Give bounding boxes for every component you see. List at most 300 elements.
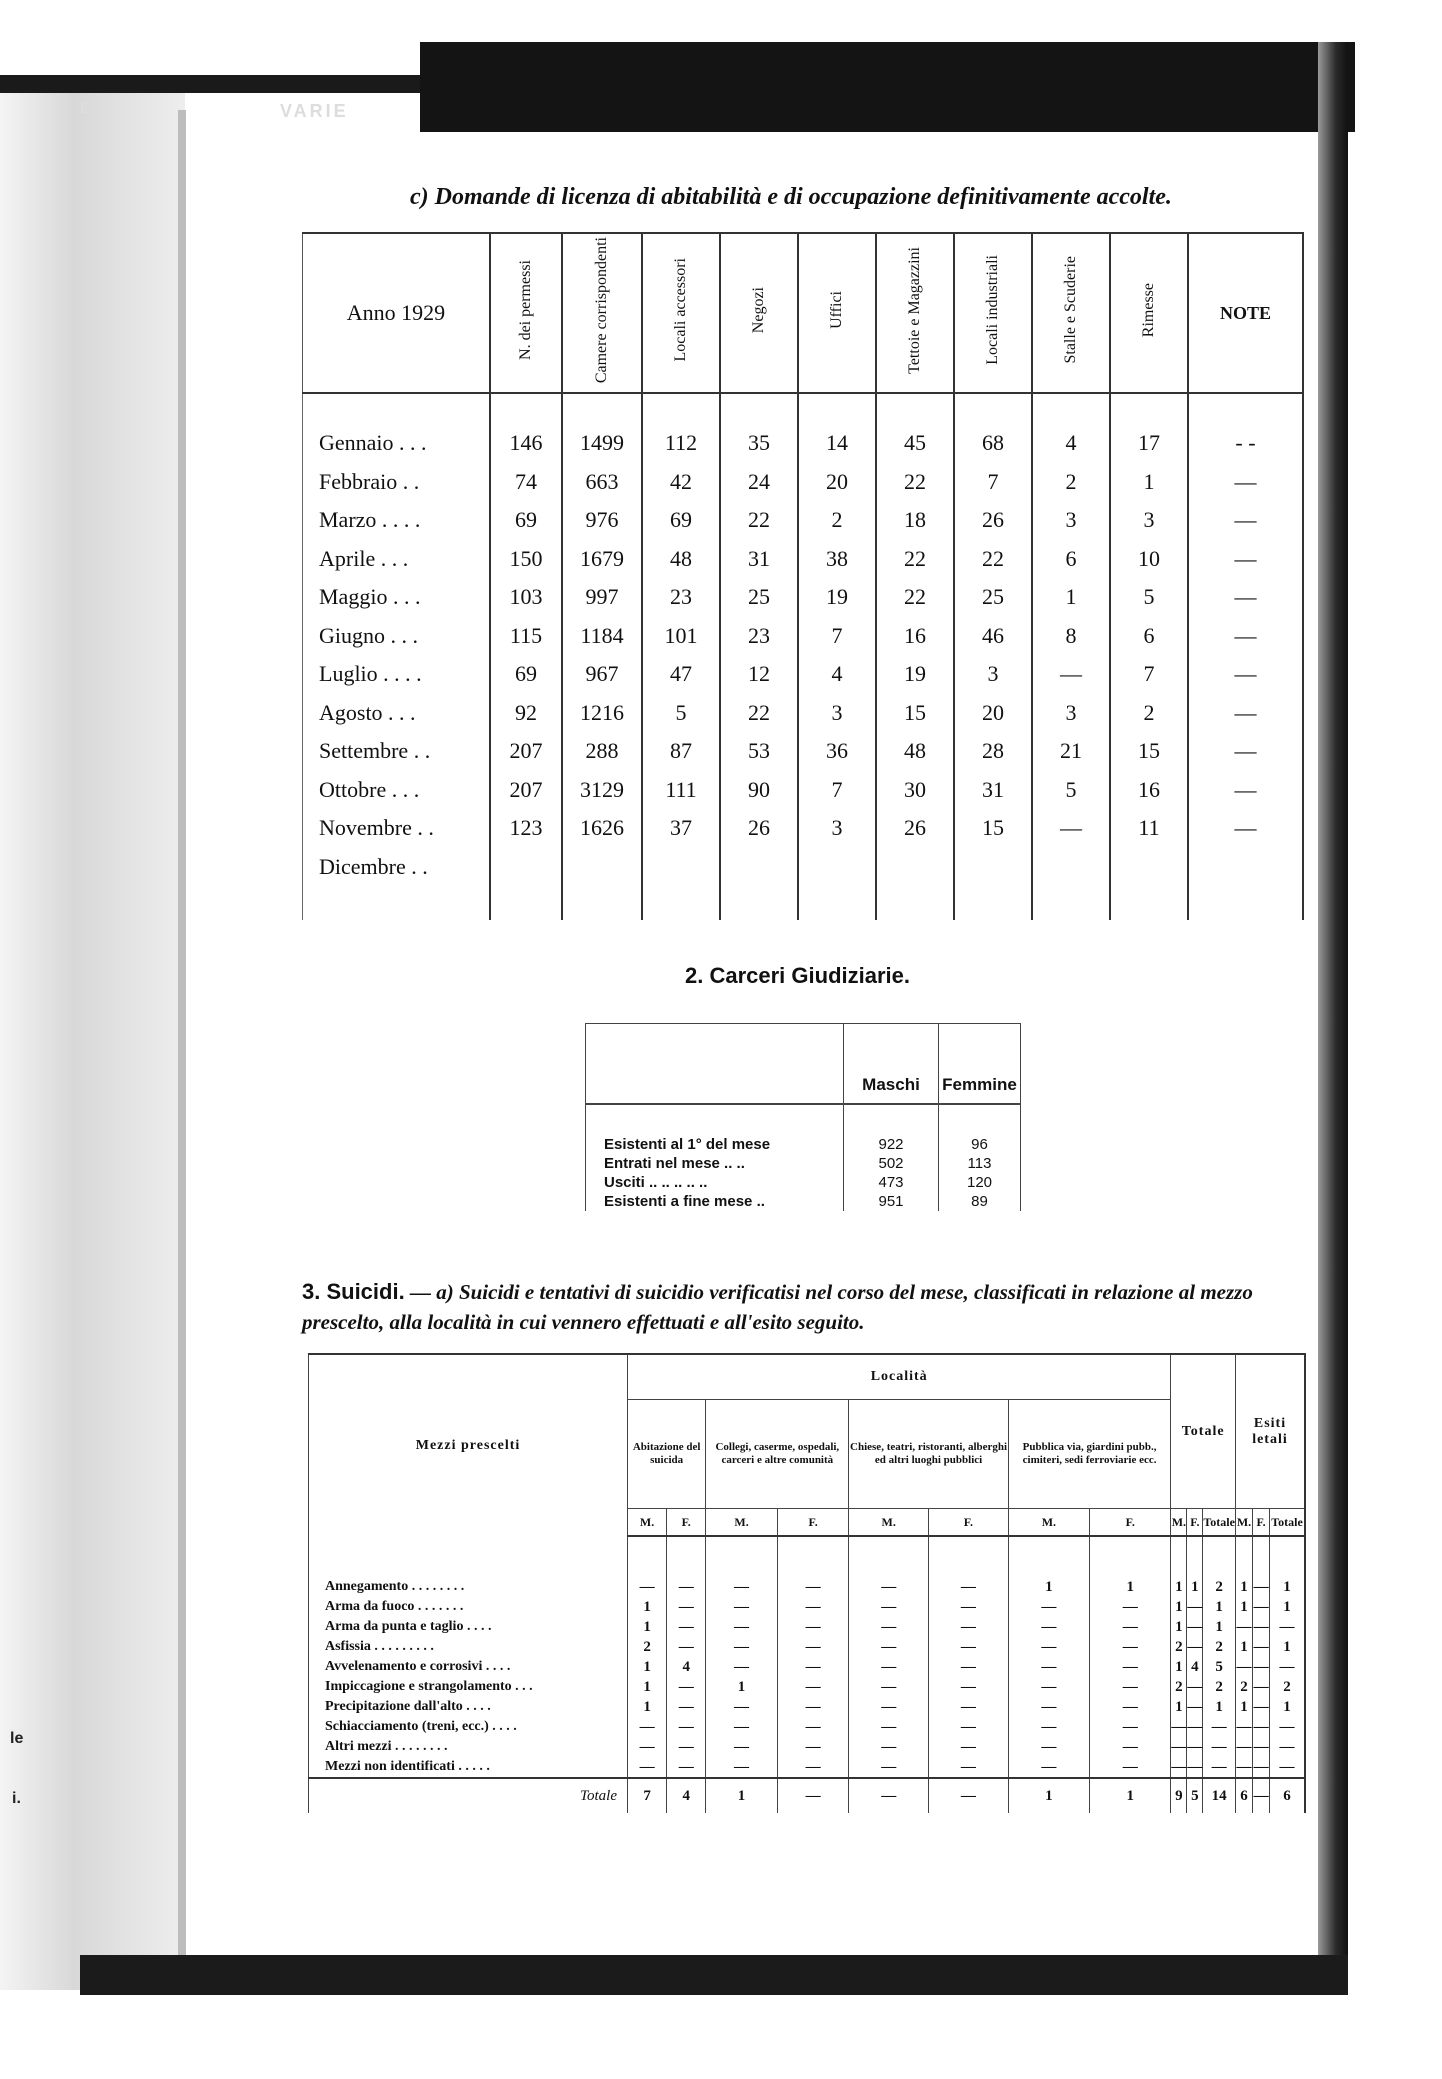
table-cell: — [777,1677,849,1697]
table-cell: 38 [798,540,876,579]
mf-header: F. [777,1509,849,1537]
table-cell: — [849,1737,929,1757]
table-cell: 1 [1090,1577,1171,1597]
table-cell: 36 [798,732,876,771]
table-cell: — [777,1617,849,1637]
table-cell: 663 [562,463,642,502]
table-cell: 23 [642,578,720,617]
table-cell: — [1171,1737,1187,1757]
row-label: Precipitazione dall'alto . . . . [309,1697,628,1717]
col-header-mezzi: Mezzi prescelti [309,1354,628,1536]
table-cell: 2 [1203,1677,1236,1697]
table-cell: 3 [1032,501,1110,540]
mf-header: F. [1253,1509,1270,1537]
table-cell: 22 [876,540,954,579]
table-cell [1188,848,1303,887]
table-cell: — [849,1597,929,1617]
table-cell: — [706,1697,778,1717]
table-cell: 96 [939,1135,1021,1154]
table-cell: 22 [954,540,1032,579]
table-cell: 150 [490,540,562,579]
table-cell: — [849,1637,929,1657]
table-cell: — [1008,1657,1089,1677]
table-cell: 7 [1110,655,1188,694]
table-cell: 19 [876,655,954,694]
table-cell: 15 [876,694,954,733]
table-cell: 2 [1235,1677,1252,1697]
table-cell: 2 [1110,694,1188,733]
table-row [309,1697,1306,1717]
col-header-tettoie: Tettoie e Magazzini [906,246,924,374]
table-cell: 31 [954,771,1032,810]
table-cell: 26 [876,809,954,848]
table-cell: 2 [1270,1677,1305,1697]
table-cell: 1 [628,1617,667,1637]
table-cell: 4 [798,655,876,694]
table-cell: — [706,1657,778,1677]
table-row [309,1737,1306,1757]
table-cell [720,848,798,887]
table-cell: — [1188,463,1303,502]
table-cell: — [667,1717,706,1737]
table-cell: 113 [939,1154,1021,1173]
table-cell: — [1090,1637,1171,1657]
table-cell: — [777,1577,849,1597]
month-label: Maggio . . . [303,578,491,617]
carceri-table [585,1023,1021,1211]
month-label: Luglio . . . . [303,655,491,694]
table-cell: 2 [1032,463,1110,502]
table-cell: 1 [628,1677,667,1697]
table-cell: — [1235,1617,1252,1637]
col-header-locali-accessori: Locali accessori [672,258,690,362]
table-cell: 1 [1235,1577,1252,1597]
table-cell: 26 [954,501,1032,540]
table-cell: 20 [798,463,876,502]
table-cell: 1 [1203,1697,1236,1717]
table-row [303,771,1304,810]
table-cell: — [1187,1737,1203,1757]
table-cell: — [1090,1617,1171,1637]
table-cell: 207 [490,732,562,771]
table-cell: 69 [490,655,562,694]
table-cell: 103 [490,578,562,617]
table-cell: 502 [844,1154,939,1173]
table-cell: — [777,1717,849,1737]
row-label: Usciti .. .. .. .. .. [586,1173,844,1192]
month-label: Marzo . . . . [303,501,491,540]
section-3-paragraph [302,1277,1312,1337]
table-cell: 967 [562,655,642,694]
table-cell: 1 [1032,578,1110,617]
table-row [586,1192,1021,1211]
table-cell: — [1270,1657,1305,1677]
col-header-femmine: Femmine [939,1024,1021,1105]
total-cell: — [777,1778,849,1813]
table-cell: 1 [706,1677,778,1697]
table-cell: — [777,1597,849,1617]
table-cell: — [628,1757,667,1778]
scan-right-band [1318,42,1348,1992]
table-cell: — [1270,1617,1305,1637]
month-label: Febbraio . . [303,463,491,502]
col-header-negozi: Negozi [750,286,768,334]
table-cell: 1 [1171,1697,1187,1717]
table-cell: 112 [642,424,720,463]
table-cell: — [929,1737,1009,1757]
table-cell: — [1203,1717,1236,1737]
table-cell: 19 [798,578,876,617]
table-cell: — [929,1717,1009,1737]
table-cell: — [1188,501,1303,540]
row-label: Arma da punta e taglio . . . . [309,1617,628,1637]
mf-header: Totale [1270,1509,1305,1537]
table-row [303,732,1304,771]
table-cell: — [1008,1617,1089,1637]
total-cell: 1 [1090,1778,1171,1813]
table-cell: 15 [1110,732,1188,771]
row-label: Annegamento . . . . . . . . [309,1577,628,1597]
table-cell: 2 [1203,1637,1236,1657]
table-cell: 207 [490,771,562,810]
table-cell: — [706,1717,778,1737]
table-cell: 48 [642,540,720,579]
scan-left-margin [0,90,185,1990]
table-cell [1110,848,1188,887]
table-cell: 22 [876,463,954,502]
table-cell: 11 [1110,809,1188,848]
table-cell: 26 [720,809,798,848]
table-row [303,617,1304,656]
table-cell: — [1235,1717,1252,1737]
table-cell: — [1188,578,1303,617]
table-cell: — [667,1617,706,1637]
table-cell: 2 [798,501,876,540]
mf-header: Totale [1203,1509,1236,1537]
table-cell: 146 [490,424,562,463]
table-cell: — [1187,1697,1203,1717]
section-3-text: — a) Suicidi e tentativi di suicidio verificatisi nel corso del mese, classificati in relazione al mezzo prescelto, alla località in cui vennero effettuati e all'esito seguito. [302,1280,1253,1334]
month-label: Gennaio . . . [303,424,491,463]
table-cell: 2 [1171,1677,1187,1697]
table-cell: — [706,1617,778,1637]
table-cell: — [929,1637,1009,1657]
table-cell: — [929,1757,1009,1778]
table-cell: 45 [876,424,954,463]
table-cell: 17 [1110,424,1188,463]
table-row [586,1173,1021,1192]
table-cell [798,848,876,887]
table-cell: — [1187,1677,1203,1697]
table-cell: — [929,1697,1009,1717]
col-header-locali-industriali: Locali industriali [984,255,1002,365]
table-cell [876,848,954,887]
table-cell: 1626 [562,809,642,848]
table-cell: — [1008,1697,1089,1717]
mf-header: F. [667,1509,706,1537]
table-cell: — [1188,694,1303,733]
table-cell: — [777,1637,849,1657]
table-cell: — [1253,1657,1270,1677]
table-cell: 3 [798,809,876,848]
table-cell: 1 [628,1597,667,1617]
table-cell: — [667,1597,706,1617]
col-header-maschi: Maschi [844,1024,939,1105]
table-cell: — [1008,1677,1089,1697]
table-cell: — [1235,1657,1252,1677]
table-cell: — [1187,1637,1203,1657]
col-header-totale: Totale [1171,1354,1236,1509]
col-header-collegi: Collegi, caserme, ospedali, carceri e altre comunità [706,1400,849,1509]
table-row [309,1657,1306,1677]
col-header-pubblica-via: Pubblica via, giardini pubb., cimiteri, sedi ferroviarie ecc. [1008,1400,1171,1509]
month-label: Settembre . . [303,732,491,771]
table-cell: 68 [954,424,1032,463]
table-cell: — [1008,1737,1089,1757]
table-cell: 123 [490,809,562,848]
table-cell: — [706,1597,778,1617]
month-label: Giugno . . . [303,617,491,656]
table-cell: — [1171,1717,1187,1737]
table-cell: 42 [642,463,720,502]
table-cell: 7 [798,771,876,810]
table-row [309,1617,1306,1637]
row-label: Avvelenamento e corrosivi . . . . [309,1657,628,1677]
scan-top-band-left [0,75,420,93]
table-cell: — [849,1577,929,1597]
col-header-permessi: N. dei permessi [517,260,535,360]
table-cell [642,848,720,887]
col-header-rimesse: Rimesse [1140,282,1158,338]
table-cell: — [1188,540,1303,579]
total-cell: — [1253,1778,1270,1813]
row-label: Arma da fuoco . . . . . . . [309,1597,628,1617]
table-cell: 6 [1110,617,1188,656]
row-label: Entrati nel mese .. .. [586,1154,844,1173]
mf-header: F. [1187,1509,1203,1537]
row-label: Asfissia . . . . . . . . . [309,1637,628,1657]
table-cell: — [1008,1597,1089,1617]
table-cell: 1 [1235,1637,1252,1657]
section-2-heading: 2. Carceri Giudiziarie. [685,963,910,988]
month-label: Dicembre . . [303,848,491,887]
table-cell: — [706,1757,778,1778]
total-cell: 9 [1171,1778,1187,1813]
table-cell: — [929,1597,1009,1617]
table-cell: 1 [628,1697,667,1717]
table-cell: 1 [1110,463,1188,502]
table-cell: 53 [720,732,798,771]
table-cell: — [1253,1677,1270,1697]
table-cell: 22 [720,501,798,540]
total-cell: 7 [628,1778,667,1813]
col-header-chiese: Chiese, teatri, ristoranti, alberghi ed altri luoghi pubblici [849,1400,1008,1509]
table-cell: 5 [642,694,720,733]
table-cell: — [849,1717,929,1737]
table-row [309,1757,1306,1778]
margin-mark-i: i. [12,1790,21,1807]
table-cell: 473 [844,1173,939,1192]
table-cell: 3 [1110,501,1188,540]
row-label: Impiccagione e strangolamento . . . [309,1677,628,1697]
table-cell: 1 [1203,1597,1236,1617]
total-cell: 6 [1270,1778,1305,1813]
table-cell: 1 [628,1657,667,1677]
table-cell: — [706,1577,778,1597]
table-cell: 69 [490,501,562,540]
margin-mark-top: E [80,100,91,117]
scan-left-edge [178,110,186,1970]
table-cell: — [1187,1597,1203,1617]
corner-label: Anno 1929 [303,233,491,393]
table-cell: — [1253,1617,1270,1637]
table-cell [954,848,1032,887]
table-cell: — [1253,1757,1270,1778]
table-cell: 1 [1235,1597,1252,1617]
table-cell: — [1008,1717,1089,1737]
table-row [303,463,1304,502]
table-cell: 4 [667,1657,706,1677]
mf-header: M. [1171,1509,1187,1537]
table-cell: 1499 [562,424,642,463]
table-cell: 1 [1171,1617,1187,1637]
table-row [309,1577,1306,1597]
table-cell: — [1187,1717,1203,1737]
table-cell: — [1171,1757,1187,1778]
table-cell: 48 [876,732,954,771]
table-cell: 1 [1270,1577,1305,1597]
total-cell: 1 [706,1778,778,1813]
table-cell: 1 [1270,1697,1305,1717]
table-cell: — [1188,771,1303,810]
month-label: Agosto . . . [303,694,491,733]
table-cell: — [628,1737,667,1757]
mf-header: M. [849,1509,929,1537]
col-header-uffici: Uffici [828,291,846,329]
table-cell: 101 [642,617,720,656]
licenze-table [302,232,1304,920]
col-header-note: NOTE [1188,233,1303,393]
table-cell: — [628,1577,667,1597]
table-cell: — [667,1637,706,1657]
table-cell: — [1253,1717,1270,1737]
table-cell: — [667,1677,706,1697]
row-label: Altri mezzi . . . . . . . . [309,1737,628,1757]
table-cell: 115 [490,617,562,656]
table-cell: — [667,1737,706,1757]
table-cell: — [1253,1577,1270,1597]
table-cell: 951 [844,1192,939,1211]
table-cell: 1 [1203,1617,1236,1637]
total-cell: 6 [1235,1778,1252,1813]
month-label: Novembre . . [303,809,491,848]
table-cell: — [706,1637,778,1657]
table-cell: 2 [628,1637,667,1657]
table-cell: 12 [720,655,798,694]
table-cell: 1 [1270,1597,1305,1617]
table-cell: 90 [720,771,798,810]
table-cell: 288 [562,732,642,771]
table-cell: 8 [1032,617,1110,656]
table-cell: 25 [720,578,798,617]
table-cell: — [777,1737,849,1757]
table-cell: 16 [876,617,954,656]
table-row [586,1135,1021,1154]
table-cell: — [1203,1757,1236,1778]
table-cell: 30 [876,771,954,810]
table-row [303,501,1304,540]
table-row [309,1717,1306,1737]
table-cell: 37 [642,809,720,848]
month-label: Aprile . . . [303,540,491,579]
table-cell: — [1253,1737,1270,1757]
table-cell [562,848,642,887]
table-cell: — [1008,1637,1089,1657]
col-header-stalle: Stalle e Scuderie [1062,256,1080,364]
table-cell: 92 [490,694,562,733]
table-cell: — [1187,1617,1203,1637]
table-cell [1032,848,1110,887]
table-cell: — [777,1657,849,1677]
total-cell: 1 [1008,1778,1089,1813]
table-cell: — [1032,655,1110,694]
table-cell: 31 [720,540,798,579]
table-row [309,1637,1306,1657]
table-cell: 24 [720,463,798,502]
table-row [586,1154,1021,1173]
table-cell [490,848,562,887]
table-cell: - - [1188,424,1303,463]
table-cell: 18 [876,501,954,540]
table-cell: 14 [798,424,876,463]
table-cell: — [628,1717,667,1737]
table-cell: — [849,1757,929,1778]
total-cell: — [929,1778,1009,1813]
table-cell: — [1188,809,1303,848]
table-cell: — [777,1697,849,1717]
table-cell: — [1188,617,1303,656]
table-cell: — [849,1617,929,1637]
table-cell: 1 [1008,1577,1089,1597]
scan-bottom-band [80,1955,1348,1995]
table-row [303,848,1304,887]
table-row [303,424,1304,463]
table-cell: 22 [876,578,954,617]
table-cell: 35 [720,424,798,463]
mf-header: M. [706,1509,778,1537]
table-cell: — [1090,1757,1171,1778]
col-header-camere: Camere corrispondenti [593,236,611,384]
table-cell: — [1235,1757,1252,1778]
table-cell: — [1253,1597,1270,1617]
table-row [303,655,1304,694]
table-cell: — [1090,1657,1171,1677]
table-cell: — [849,1677,929,1697]
table-cell: 7 [954,463,1032,502]
table-cell: 89 [939,1192,1021,1211]
scan-top-band [420,42,1355,132]
table-cell: 1679 [562,540,642,579]
table-cell: 87 [642,732,720,771]
total-cell: 14 [1203,1778,1236,1813]
table-cell: 4 [1187,1657,1203,1677]
table-cell: 28 [954,732,1032,771]
table-cell: 20 [954,694,1032,733]
table-cell: 21 [1032,732,1110,771]
section-3-lead: 3. Suicidi. [302,1279,405,1304]
table-cell: 22 [720,694,798,733]
table-cell: 1 [1270,1637,1305,1657]
